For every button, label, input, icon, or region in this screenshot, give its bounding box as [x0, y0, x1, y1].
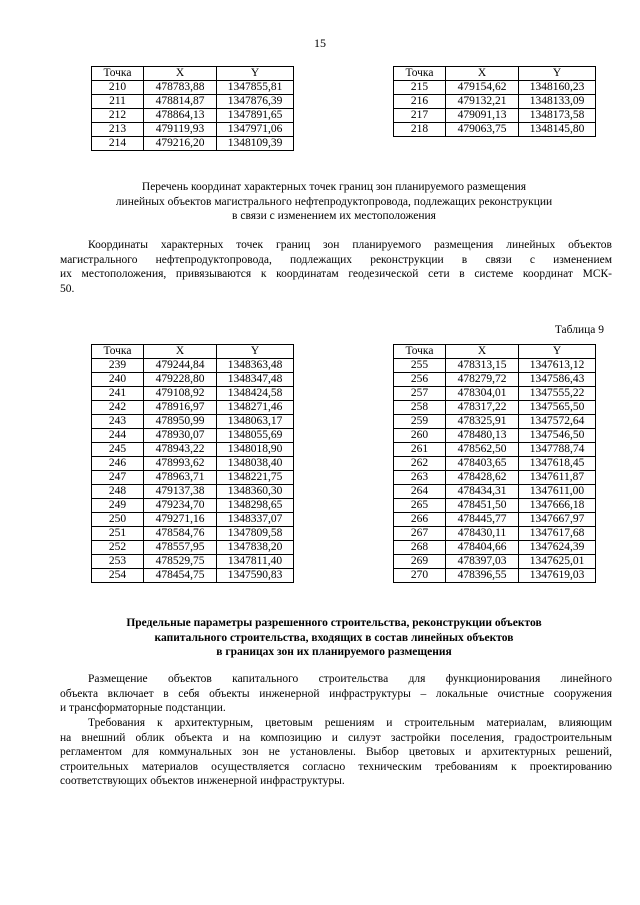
- y-coordinate-cell: 1348360,30: [217, 485, 294, 499]
- table-row: [394, 513, 596, 527]
- y-coordinate-cell: 1348055,69: [217, 429, 294, 443]
- y-coordinate-cell: 1347546,50: [519, 429, 596, 443]
- x-coordinate-cell: 478993,62: [144, 457, 217, 471]
- y-coordinate-cell: 1348347,48: [217, 373, 294, 387]
- table-header-row: [92, 67, 294, 81]
- x-header: X: [144, 67, 217, 81]
- y-header: Y: [217, 345, 294, 359]
- point-header: Точка: [394, 67, 446, 81]
- y-coordinate-cell: 1347667,97: [519, 513, 596, 527]
- x-coordinate-cell: 478445,77: [446, 513, 519, 527]
- point-number-cell: 268: [394, 541, 446, 555]
- x-coordinate-cell: 478313,15: [446, 359, 519, 373]
- x-coordinate-cell: 478916,97: [144, 401, 217, 415]
- infrastructure-paragraph: [60, 672, 612, 716]
- text-line: соответствующих объектов инженерной инфраструктуры.: [60, 775, 345, 787]
- table-row: [92, 123, 294, 137]
- table-row: [92, 471, 294, 485]
- point-number-cell: 214: [92, 137, 144, 151]
- y-coordinate-cell: 1347624,39: [519, 541, 596, 555]
- point-number-cell: 266: [394, 513, 446, 527]
- y-header: Y: [217, 67, 294, 81]
- y-coordinate-cell: 1348133,09: [519, 95, 596, 109]
- point-number-cell: 255: [394, 359, 446, 373]
- y-header: Y: [519, 67, 596, 81]
- coordinates-table-2-left: [91, 344, 294, 583]
- table-row: [394, 373, 596, 387]
- point-header: Точка: [394, 345, 446, 359]
- x-coordinate-cell: 478814,87: [144, 95, 217, 109]
- x-coordinate-cell: 478404,66: [446, 541, 519, 555]
- table-row: [92, 387, 294, 401]
- text-line: линейных объектов магистрального нефтепродуктопровода, подлежащих реконструкции: [115, 195, 553, 208]
- y-coordinate-cell: 1347613,12: [519, 359, 596, 373]
- x-coordinate-cell: 478397,03: [446, 555, 519, 569]
- x-coordinate-cell: 478584,76: [144, 527, 217, 541]
- coordinates-table-2-right: [393, 344, 596, 583]
- x-coordinate-cell: 478864,13: [144, 109, 217, 123]
- point-number-cell: 248: [92, 485, 144, 499]
- text-line: Перечень координат характерных точек границ зон планируемого размещения: [141, 181, 527, 193]
- point-number-cell: 250: [92, 513, 144, 527]
- requirements-paragraph: [60, 716, 612, 789]
- text-line: магистрального нефтепродуктопровода, подлежащих реконструкции в связи с изменением: [60, 253, 612, 266]
- x-coordinate-cell: 478279,72: [446, 373, 519, 387]
- y-coordinate-cell: 1347565,50: [519, 401, 596, 415]
- y-coordinate-cell: 1347619,03: [519, 569, 596, 583]
- coordinates-paragraph: [60, 238, 612, 296]
- table-row: [92, 513, 294, 527]
- x-coordinate-cell: 479154,62: [446, 81, 519, 95]
- page-number: 15: [314, 36, 326, 50]
- table-row: [92, 429, 294, 443]
- x-coordinate-cell: 479234,70: [144, 499, 217, 513]
- y-coordinate-cell: 1347811,40: [217, 555, 294, 569]
- x-coordinate-cell: 478403,65: [446, 457, 519, 471]
- y-coordinate-cell: 1347572,64: [519, 415, 596, 429]
- y-coordinate-cell: 1347838,20: [217, 541, 294, 555]
- x-coordinate-cell: 478430,11: [446, 527, 519, 541]
- x-coordinate-cell: 478317,22: [446, 401, 519, 415]
- table-row: [92, 499, 294, 513]
- section-heading-coordinates-list: [60, 180, 608, 224]
- x-coordinate-cell: 479091,13: [446, 109, 519, 123]
- table-header-row: [394, 345, 596, 359]
- point-number-cell: 240: [92, 373, 144, 387]
- table-row: [394, 95, 596, 109]
- section-heading-construction-parameters: [60, 616, 608, 660]
- point-number-cell: 247: [92, 471, 144, 485]
- point-number-cell: 218: [394, 123, 446, 137]
- point-number-cell: 256: [394, 373, 446, 387]
- y-coordinate-cell: 1348271,46: [217, 401, 294, 415]
- table-row: [92, 137, 294, 151]
- point-number-cell: 270: [394, 569, 446, 583]
- point-number-cell: 263: [394, 471, 446, 485]
- table-row: [394, 81, 596, 95]
- y-coordinate-cell: 1348109,39: [217, 137, 294, 151]
- point-number-cell: 244: [92, 429, 144, 443]
- table-row: [92, 485, 294, 499]
- table-row: [92, 527, 294, 541]
- x-coordinate-cell: 479271,16: [144, 513, 217, 527]
- y-coordinate-cell: 1348038,40: [217, 457, 294, 471]
- point-header: Точка: [92, 345, 144, 359]
- text-line: Размещение объектов капитального строительства для функционирования линейного: [88, 673, 612, 685]
- y-coordinate-cell: 1348160,23: [519, 81, 596, 95]
- point-number-cell: 259: [394, 415, 446, 429]
- coordinates-table-1-right: [393, 66, 596, 137]
- y-coordinate-cell: 1347586,43: [519, 373, 596, 387]
- point-number-cell: 269: [394, 555, 446, 569]
- table-row: [394, 429, 596, 443]
- point-number-cell: 258: [394, 401, 446, 415]
- y-coordinate-cell: 1347809,58: [217, 527, 294, 541]
- y-coordinate-cell: 1348145,80: [519, 123, 596, 137]
- table-row: [394, 443, 596, 457]
- point-number-cell: 262: [394, 457, 446, 471]
- x-coordinate-cell: 478950,99: [144, 415, 217, 429]
- table-row: [394, 401, 596, 415]
- text-line: капитального строительства, входящих в состав линейных объектов: [154, 631, 514, 644]
- x-coordinate-cell: 478396,55: [446, 569, 519, 583]
- point-number-cell: 260: [394, 429, 446, 443]
- table-header-row: [394, 67, 596, 81]
- y-coordinate-cell: 1347625,01: [519, 555, 596, 569]
- table-row: [394, 499, 596, 513]
- point-number-cell: 264: [394, 485, 446, 499]
- x-coordinate-cell: 478557,95: [144, 541, 217, 555]
- x-coordinate-cell: 479244,84: [144, 359, 217, 373]
- x-coordinate-cell: 479137,38: [144, 485, 217, 499]
- y-coordinate-cell: 1348221,75: [217, 471, 294, 485]
- coordinates-table-1-left: [91, 66, 294, 151]
- table-row: [394, 569, 596, 583]
- x-header: X: [446, 67, 519, 81]
- x-coordinate-cell: 479216,20: [144, 137, 217, 151]
- point-number-cell: 261: [394, 443, 446, 457]
- point-number-cell: 246: [92, 457, 144, 471]
- text-line: строительных материалов осуществляется согласно техническим требованиям к проектированию: [60, 760, 612, 773]
- y-coordinate-cell: 1347666,18: [519, 499, 596, 513]
- text-line: на внешний облик объекта и на композицию и силуэт застройки поселения, градостроительным: [60, 731, 612, 744]
- table-row: [394, 387, 596, 401]
- table-row: [394, 541, 596, 555]
- table-row: [92, 95, 294, 109]
- point-number-cell: 265: [394, 499, 446, 513]
- y-coordinate-cell: 1348063,17: [217, 415, 294, 429]
- table-row: [394, 471, 596, 485]
- text-line: в границах зон их планируемого размещения: [216, 646, 452, 658]
- y-header: Y: [519, 345, 596, 359]
- y-coordinate-cell: 1347611,87: [519, 471, 596, 485]
- x-coordinate-cell: 479119,93: [144, 123, 217, 137]
- point-number-cell: 254: [92, 569, 144, 583]
- x-coordinate-cell: 478529,75: [144, 555, 217, 569]
- x-coordinate-cell: 479108,92: [144, 387, 217, 401]
- table-row: [92, 443, 294, 457]
- x-coordinate-cell: 478428,62: [446, 471, 519, 485]
- text-line: 50.: [60, 282, 75, 295]
- point-number-cell: 210: [92, 81, 144, 95]
- point-number-cell: 216: [394, 95, 446, 109]
- x-coordinate-cell: 478451,50: [446, 499, 519, 513]
- point-number-cell: 212: [92, 109, 144, 123]
- text-line: регламентом для коммунальных зон не установлены. Выбор цветовых и архитектурных решений,: [60, 746, 612, 758]
- text-line: Координаты характерных точек границ зон планируемого размещения линейных объектов: [88, 239, 612, 251]
- x-coordinate-cell: 479132,21: [446, 95, 519, 109]
- x-coordinate-cell: 478963,71: [144, 471, 217, 485]
- table-row: [92, 457, 294, 471]
- table-row: [394, 457, 596, 471]
- table-row: [92, 81, 294, 95]
- x-coordinate-cell: 479228,80: [144, 373, 217, 387]
- x-coordinate-cell: 478783,88: [144, 81, 217, 95]
- x-header: X: [144, 345, 217, 359]
- table-row: [92, 373, 294, 387]
- x-coordinate-cell: 478304,01: [446, 387, 519, 401]
- text-line: их местоположения, привязываются к координатам геодезической сети в системе координат МСК-: [60, 268, 612, 280]
- point-number-cell: 252: [92, 541, 144, 555]
- y-coordinate-cell: 1348337,07: [217, 513, 294, 527]
- y-coordinate-cell: 1347617,68: [519, 527, 596, 541]
- table-row: [92, 555, 294, 569]
- x-header: X: [446, 345, 519, 359]
- x-coordinate-cell: 478454,75: [144, 569, 217, 583]
- table-row: [92, 109, 294, 123]
- point-number-cell: 253: [92, 555, 144, 569]
- y-coordinate-cell: 1347590,83: [217, 569, 294, 583]
- text-line: объекта включает в себя объекты инженерной инфраструктуры – локальные очистные сооружения: [60, 687, 612, 700]
- y-coordinate-cell: 1347618,45: [519, 457, 596, 471]
- y-coordinate-cell: 1347971,06: [217, 123, 294, 137]
- table-9-label: Таблица 9: [554, 324, 604, 336]
- table-row: [394, 415, 596, 429]
- x-coordinate-cell: 478943,22: [144, 443, 217, 457]
- y-coordinate-cell: 1347611,00: [519, 485, 596, 499]
- x-coordinate-cell: 478434,31: [446, 485, 519, 499]
- y-coordinate-cell: 1347876,39: [217, 95, 294, 109]
- table-row: [92, 415, 294, 429]
- y-coordinate-cell: 1348363,48: [217, 359, 294, 373]
- y-coordinate-cell: 1347788,74: [519, 443, 596, 457]
- x-coordinate-cell: 479063,75: [446, 123, 519, 137]
- point-number-cell: 251: [92, 527, 144, 541]
- point-number-cell: 213: [92, 123, 144, 137]
- point-number-cell: 243: [92, 415, 144, 429]
- x-coordinate-cell: 478930,07: [144, 429, 217, 443]
- table-row: [394, 485, 596, 499]
- point-number-cell: 241: [92, 387, 144, 401]
- text-line: и трансформаторные подстанции.: [60, 702, 226, 714]
- point-number-cell: 217: [394, 109, 446, 123]
- table-row: [394, 359, 596, 373]
- y-coordinate-cell: 1347855,81: [217, 81, 294, 95]
- y-coordinate-cell: 1348298,65: [217, 499, 294, 513]
- table-row: [92, 541, 294, 555]
- x-coordinate-cell: 478562,50: [446, 443, 519, 457]
- table-header-row: [92, 345, 294, 359]
- x-coordinate-cell: 478480,13: [446, 429, 519, 443]
- y-coordinate-cell: 1348424,58: [217, 387, 294, 401]
- point-header: Точка: [92, 67, 144, 81]
- x-coordinate-cell: 478325,91: [446, 415, 519, 429]
- y-coordinate-cell: 1348018,90: [217, 443, 294, 457]
- text-line: в связи с изменением их местоположения: [232, 210, 436, 222]
- point-number-cell: 242: [92, 401, 144, 415]
- y-coordinate-cell: 1347891,65: [217, 109, 294, 123]
- point-number-cell: 239: [92, 359, 144, 373]
- y-coordinate-cell: 1348173,58: [519, 109, 596, 123]
- text-line: Требования к архитектурным, цветовым решениям и строительным материалам, влияющим: [88, 717, 612, 729]
- table-row: [394, 109, 596, 123]
- table-row: [394, 555, 596, 569]
- y-coordinate-cell: 1347555,22: [519, 387, 596, 401]
- point-number-cell: 257: [394, 387, 446, 401]
- point-number-cell: 215: [394, 81, 446, 95]
- table-row: [92, 401, 294, 415]
- point-number-cell: 267: [394, 527, 446, 541]
- table-row: [394, 527, 596, 541]
- text-line: Предельные параметры разрешенного строительства, реконструкции объектов: [126, 617, 542, 629]
- point-number-cell: 245: [92, 443, 144, 457]
- table-row: [92, 359, 294, 373]
- table-row: [394, 123, 596, 137]
- table-row: [92, 569, 294, 583]
- point-number-cell: 211: [92, 95, 144, 109]
- point-number-cell: 249: [92, 499, 144, 513]
